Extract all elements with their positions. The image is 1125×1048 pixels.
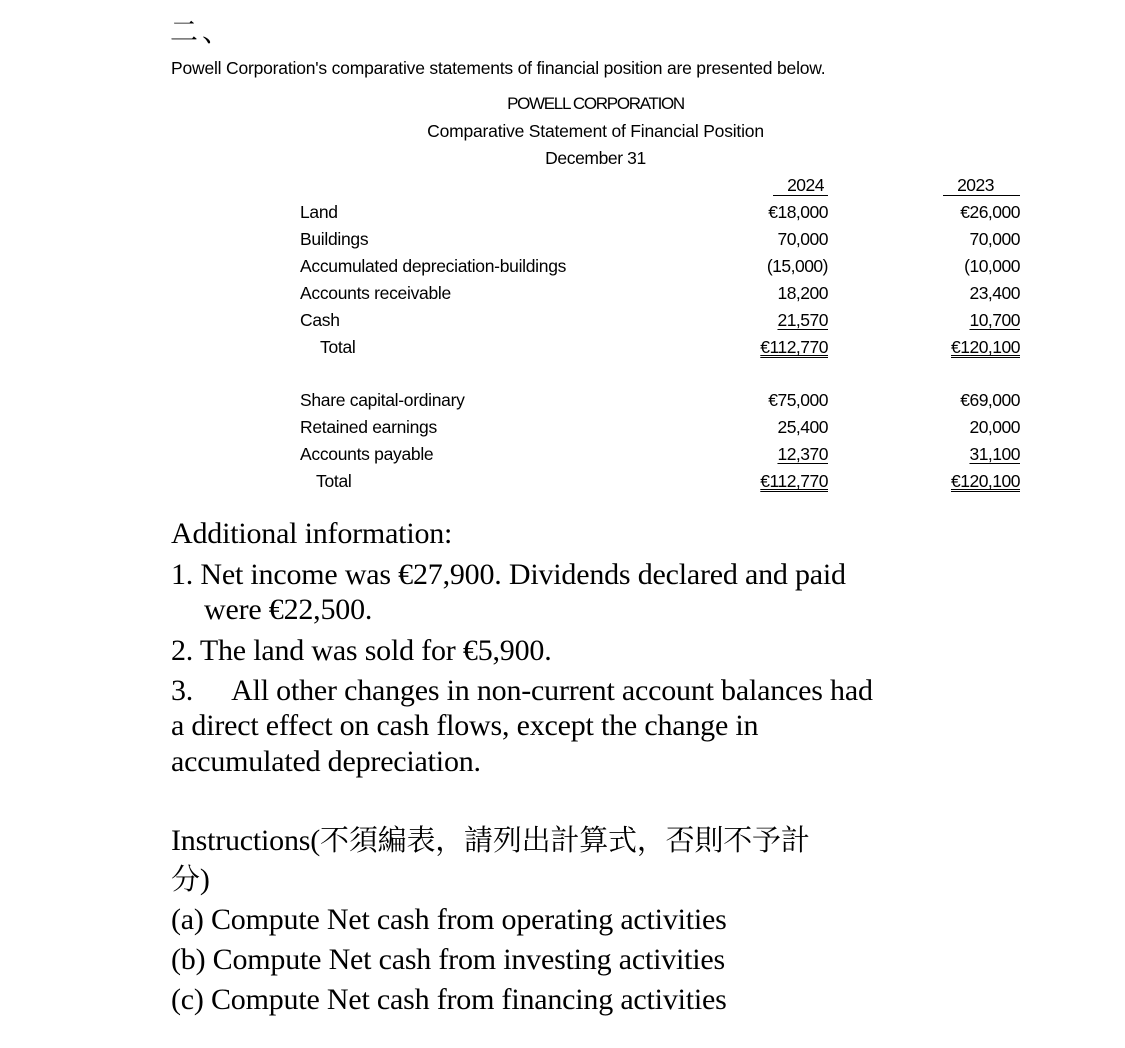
question-c: (c) Compute Net cash from financing activities <box>171 983 727 1016</box>
row-label-accumulated-depreciation: Accumulated depreciation-buildings <box>300 256 567 276</box>
value-land-2024: €18,000 <box>768 202 828 222</box>
value-assets-total-2024: €112,770 <box>760 337 828 357</box>
additional-item-3-line-3: accumulated depreciation. <box>171 745 481 778</box>
value-accumulated-depreciation-2023: (10,000 <box>964 256 1020 276</box>
row-label-accounts-payable: Accounts payable <box>300 444 434 464</box>
instructions-word: Instructions( <box>171 824 321 857</box>
value-cash-2024: 21,570 <box>777 310 828 330</box>
instructions-note-line-1: 不須編表，請列出計算式，否則不予計 <box>320 823 810 857</box>
intro-text: Powell Corporation's comparative statements of financial position are presented below. <box>171 58 826 78</box>
additional-item-1-line-1: 1. Net income was €27,900. Dividends declared and paid <box>171 558 846 591</box>
question-b: (b) Compute Net cash from investing activities <box>171 943 726 976</box>
value-equity-liabilities-total-2023: €120,100 <box>951 471 1020 491</box>
row-label-land: Land <box>300 202 338 222</box>
value-retained-earnings-2023: 20,000 <box>969 417 1020 437</box>
additional-item-2: 2. The land was sold for €5,900. <box>171 634 552 667</box>
value-buildings-2023: 70,000 <box>969 229 1020 249</box>
statement-date: December 31 <box>545 148 646 168</box>
instructions-line-2 <box>171 861 210 898</box>
value-equity-liabilities-total-2024: €112,770 <box>760 471 828 491</box>
row-label-accounts-receivable: Accounts receivable <box>300 283 451 303</box>
section-number: 二、 <box>170 16 235 47</box>
row-label-buildings: Buildings <box>300 229 369 249</box>
additional-info-heading: Additional information: <box>171 517 453 550</box>
additional-item-3-line-1 <box>171 673 873 709</box>
value-cash-2023: 10,700 <box>969 310 1020 330</box>
row-label-cash: Cash <box>300 310 340 330</box>
row-label-equity-liabilities-total: Total <box>316 471 352 491</box>
row-label-share-capital: Share capital-ordinary <box>300 390 465 410</box>
company-name: POWELL CORPORATION <box>507 94 684 113</box>
value-accounts-payable-2023: 31,100 <box>969 444 1020 464</box>
row-label-retained-earnings: Retained earnings <box>300 417 437 437</box>
statement-title: Comparative Statement of Financial Position <box>427 121 764 141</box>
instructions-note-line-2: 分 <box>171 862 200 896</box>
value-land-2023: €26,000 <box>960 202 1020 222</box>
value-accounts-receivable-2024: 18,200 <box>777 283 828 303</box>
additional-item-3-line-2: a direct effect on cash flows, except the change in <box>171 709 759 742</box>
value-assets-total-2023: €120,100 <box>951 337 1020 357</box>
column-header-2024: 2024 <box>773 176 828 196</box>
value-accumulated-depreciation-2024: (15,000) <box>766 256 828 276</box>
value-accounts-payable-2024: 12,370 <box>777 444 828 464</box>
additional-item-3-number: 3. <box>171 674 194 707</box>
additional-item-1-line-2: were €22,500. <box>204 593 373 626</box>
value-share-capital-2024: €75,000 <box>768 390 828 410</box>
additional-item-3-text: All other changes in non-current account balances had <box>231 674 873 707</box>
question-a: (a) Compute Net cash from operating activities <box>171 903 727 936</box>
value-accounts-receivable-2023: 23,400 <box>969 283 1020 303</box>
instructions-close-paren: ) <box>199 863 210 896</box>
row-label-assets-total: Total <box>320 337 356 357</box>
column-header-2023: 2023 <box>943 176 1020 196</box>
value-retained-earnings-2024: 25,400 <box>777 417 828 437</box>
instructions-line-1 <box>171 822 810 859</box>
value-buildings-2024: 70,000 <box>777 229 828 249</box>
value-share-capital-2023: €69,000 <box>960 390 1020 410</box>
